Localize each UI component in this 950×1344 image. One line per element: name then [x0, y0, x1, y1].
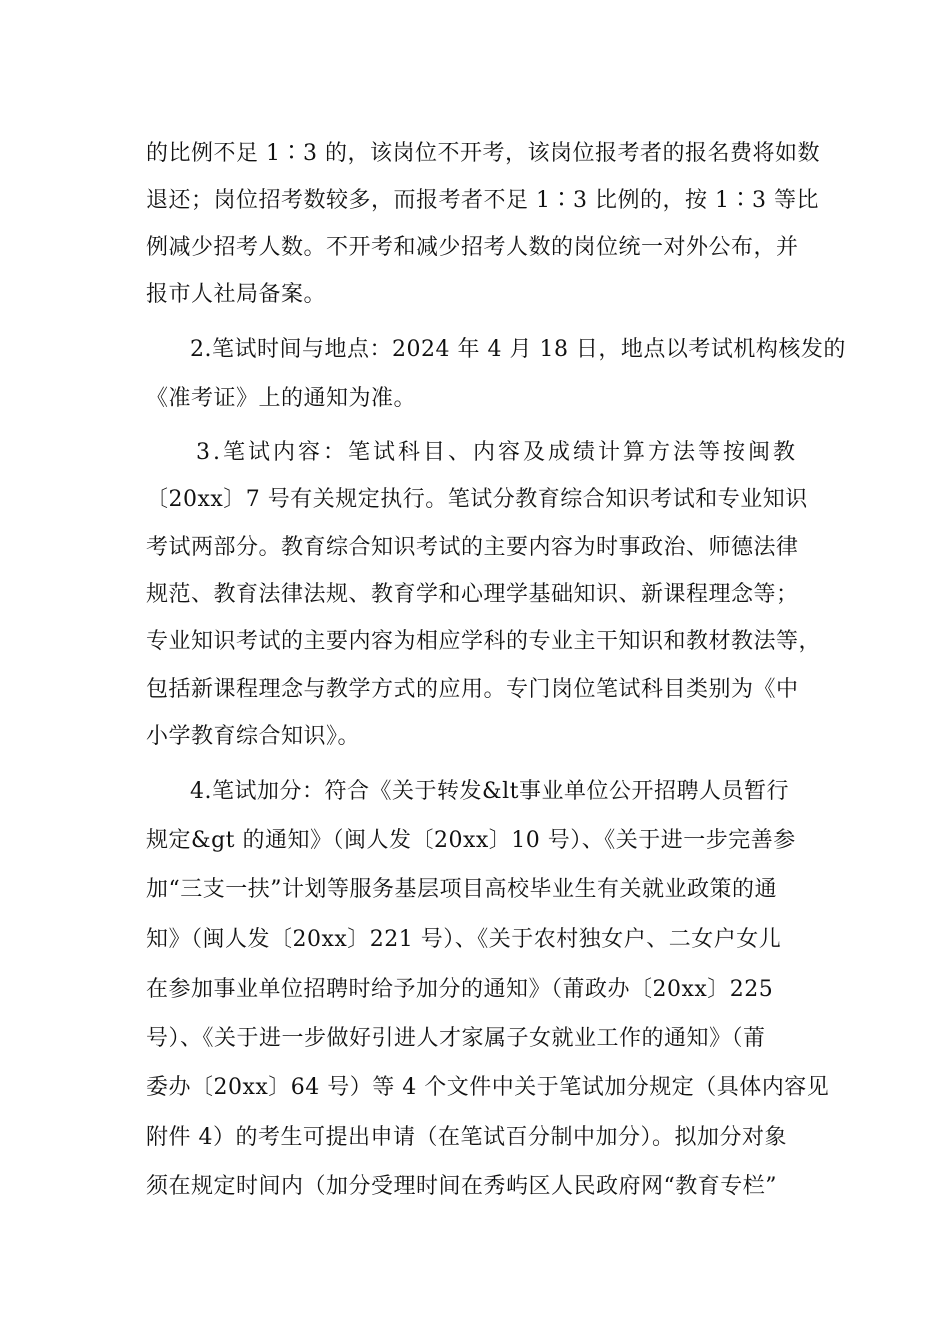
text-line: 4.笔试加分：符合《关于转发&lt事业单位公开招聘人员暂行	[190, 779, 789, 804]
text-line: 加“三支一扶”计划等服务基层项目高校毕业生有关就业政策的通	[146, 877, 777, 902]
text-line: 《准考证》上的通知为准。	[146, 386, 417, 411]
text-line: 小学教育综合知识》。	[146, 724, 361, 749]
text-line: 委办〔20xx〕64 号）等 4 个文件中关于笔试加分规定（具体内容见	[146, 1075, 830, 1100]
text-line: 附件 4）的考生可提出申请（在笔试百分制中加分）。拟加分对象	[146, 1125, 787, 1150]
text-line: 规定&gt 的通知》（闽人发〔20xx〕10 号）、《关于进一步完善参	[146, 828, 796, 853]
text-line: 知》（闽人发〔20xx〕221 号）、《关于农村独女户、二女户女儿	[146, 927, 782, 952]
text-line: 号）、《关于进一步做好引进人才家属子女就业工作的通知》（莆	[146, 1026, 766, 1051]
text-line: 的比例不足 1∶3 的，该岗位不开考，该岗位报考者的报名费将如数	[146, 141, 820, 166]
text-line: 专业知识考试的主要内容为相应学科的专业主干知识和教材教法等，	[146, 629, 822, 654]
text-line: 考试两部分。教育综合知识考试的主要内容为时事政治、师德法律	[146, 535, 799, 560]
text-line: 须在规定时间内（加分受理时间在秀屿区人民政府网“教育专栏”	[146, 1174, 777, 1199]
text-line: 规范、教育法律法规、教育学和心理学基础知识、新课程理念等；	[146, 582, 799, 607]
text-line: 包括新课程理念与教学方式的应用。专门岗位笔试科目类别为《中	[146, 677, 799, 702]
text-line: 在参加事业单位招聘时给予加分的通知》（莆政办〔20xx〕225	[146, 977, 774, 1002]
text-line: 例减少招考人数。不开考和减少招考人数的岗位统一对外公布，并	[146, 235, 799, 260]
text-line: 退还；岗位招考数较多，而报考者不足 1∶3 比例的，按 1∶3 等比	[146, 188, 819, 213]
text-line: 3.笔试内容：笔试科目、内容及成绩计算方法等按闽教	[196, 440, 798, 465]
text-line: 报市人社局备案。	[146, 282, 327, 307]
text-line: 〔20xx〕7 号有关规定执行。笔试分教育综合知识考试和专业知识	[146, 487, 808, 512]
text-line: 2.笔试时间与地点：2024 年 4 月 18 日，地点以考试机构核发的	[190, 337, 846, 362]
